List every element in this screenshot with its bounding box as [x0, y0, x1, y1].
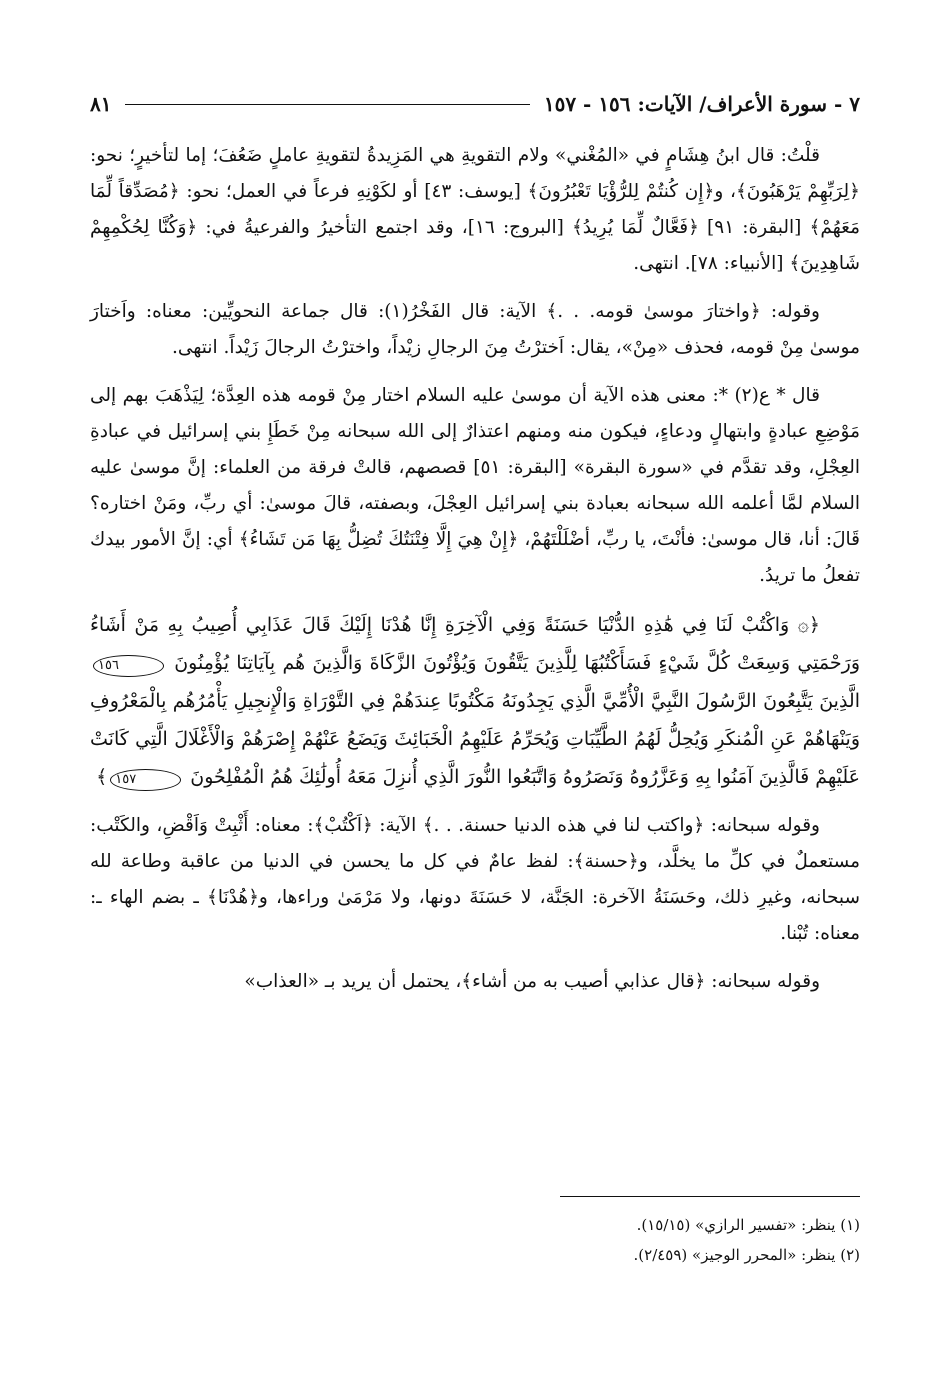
- page-body: [90, 138, 860, 1000]
- quran-verses: [90, 606, 860, 796]
- header-title: ٧ - سورة الأعراف/ الآيات: ١٥٦ - ١٥٧: [543, 92, 860, 116]
- quran-text-after: الَّذِينَ يَتَّبِعُونَ الرَّسُولَ النَّبِيَّ الْأُمِّيَّ الَّذِي يَجِدُونَهُ مَكْتُوبًا عِندَهُمْ فِي التَّوْرَاةِ وَالْإِنجِيلِ يَأْمُرُهُم بِالْمَعْرُوفِ وَيَنْهَاهُمْ عَنِ الْمُنكَرِ وَيُحِلُّ لَهُمُ الطَّيِّبَاتِ وَيُحَرِّمُ عَلَيْهِمُ الْخَبَائِثَ وَيَضَعُ عَنْهُمْ إِصْرَهُمْ وَالْأَغْلَالَ الَّتِي كَانَتْ عَلَيْهِمْ فَالَّذِينَ آمَنُوا بِهِ وَعَزَّرُوهُ وَنَصَرُوهُ وَاتَّبَعُوا النُّورَ الَّذِي أُنزِلَ مَعَهُ أُولَٰئِكَ هُمُ الْمُفْلِحُونَ: [90, 690, 860, 788]
- paragraph-3: قال * ع(٢) *: معنى هذه الآية أن موسىٰ عليه السلام اختار مِنْ قومه هذه العِدَّة؛ لِيَذْهَبَ بهم إلى مَوْضِعِ عبادةٍ وابتهالٍ ودعاءٍ، فيكون منه ومنهم اعتذارٌ إلى الله سبحانه مِنْ خَطَإِ بني إسرائيل في عبادةِ العِجْلِ، وقد تقدَّم في «سورة البقرة» [البقرة: ٥١] قصصهم، قالتْ فرقة من العلماء: إنَّ موسىٰ عليه السلام لمَّا أعلمه الله سبحانه بعبادة بني إسرائيل العِجْلَ، وبصفته، قالَ موسىٰ: أي ربِّ، ومَنْ اختاره؟ قَالَ: أنا، قال موسىٰ: فأنْتَ، يا ربِّ، أضْلَلْتَهُمْ، ﴿إِنْ هِيَ إِلَّا فِتْنَتُكَ تُضِلُّ بِهَا مَن تَشَاءُ﴾ أي: إنَّ الأمور بيدك تفعلُ ما تريدُ.: [90, 385, 860, 586]
- footnotes: [90, 1210, 860, 1270]
- paragraph-1: قلْتُ: قال ابنُ هِشَامٍ في «المُغْني» ولام التقويةِ هي المَزِيدةُ لتقويةِ عاملٍ ضَعُفَ؛ إما لتأخيرٍ؛ نحو: ﴿لِرَبِّهِمْ يَرْهَبُونَ﴾، و﴿إِن كُنتُمْ لِلرُّؤْيَا تَعْبُرُونَ﴾ [يوسف: ٤٣] أو لكَوْنِهِ فرعاً في العمل؛ نحو: ﴿مُصَدِّقاً لِّمَا مَعَهُمْ﴾ [البقرة: ٩١] ﴿فَعَّالٌ لِّمَا يُرِيدُ﴾ [البروج: ١٦]، وقد اجتمع التأخيرُ والفرعيةُ في: ﴿وَكُنَّا لِحُكْمِهِمْ شَاهِدِينَ﴾ [الأنبياء: ٧٨]. انتهى.: [90, 145, 860, 274]
- footnote-rule: [560, 1196, 860, 1197]
- running-header: [90, 84, 860, 124]
- paragraph-5: وقوله سبحانه: ﴿قال عذابي أصيب به من أشاء﴾، يحتمل أن يريد بـ «العذاب»: [244, 971, 820, 992]
- footnote-1: (١) ينظر: «تفسير الرازي» (١٥/١٥).: [636, 1216, 860, 1234]
- ayah-number-157: ١٥٧: [110, 769, 181, 791]
- header-rule: [125, 104, 529, 105]
- paragraph-4: وقوله سبحانه: ﴿واكتب لنا في هذه الدنيا حسنة. . .﴾ الآية: ﴿اَكْتُبْ﴾: معناه: أَثْبِتْ وَاَقْضِ، والكَتْب: مستعملٌ في كلِّ ما يخلَّد، و﴿حسنة﴾: لفظ عامٌ في كل ما يحسن في الدنيا من عاقبة وطاعة لله سبحانه، وغيرِ ذلك، وحَسَنَةُ الآخرة: الجَنَّة، لا حَسَنَةَ دونها، ولا مَرْمَىٰ وراءها، و﴿هُدْنَا﴾ ـ بضم الهاء ـ: معناه: تُبْنا.: [90, 815, 860, 944]
- paragraph-2: وقوله: ﴿واختارَ موسىٰ قومه. . .﴾ الآية: قال الفَخْرُ(١): قال جماعة النحويِّين: معناه: واَختارَ موسىٰ مِنْ قومه، فحذف «مِنْ»، يقال: اَخترْتُ مِنَ الرجالِ زيْداً، واخترْتُ الرجالَ زَيْداً. انتهى.: [90, 301, 860, 358]
- quran-closing-bracket: ﴾: [96, 766, 108, 788]
- book-page: [90, 84, 860, 1304]
- ayah-number-156: ١٥٦: [93, 655, 164, 677]
- quran-text-before: ﴿۞ وَاكْتُبْ لَنَا فِي هَٰذِهِ الدُّنْيَا حَسَنَةً وَفِي الْآخِرَةِ إِنَّا هُدْنَا إِلَيْكَ قَالَ عَذَابِي أُصِيبُ بِهِ مَنْ أَشَاءُ وَرَحْمَتِي وَسِعَتْ كُلَّ شَيْءٍ فَسَأَكْتُبُهَا لِلَّذِينَ يَتَّقُونَ وَيُؤْتُونَ الزَّكَاةَ وَالَّذِينَ هُم بِآيَاتِنَا يُؤْمِنُونَ: [90, 614, 860, 674]
- footnote-2: (٢) ينظر: «المحرر الوجيز» (٢/٤٥٩).: [633, 1246, 860, 1264]
- page-number: ٨١: [90, 92, 112, 116]
